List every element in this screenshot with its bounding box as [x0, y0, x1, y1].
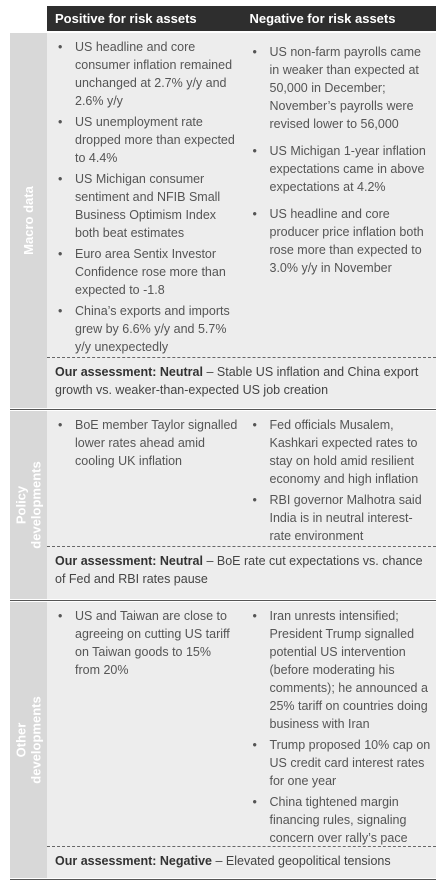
section-label: [14, 461, 44, 548]
list-item: [250, 142, 433, 196]
bullet-icon: •: [252, 493, 257, 507]
bullet-icon: •: [58, 247, 63, 261]
section-label: [14, 696, 44, 783]
item-text: US and Taiwan are close to agreeing on cutting US tariff on Taiwan goods to 15% from 20%: [75, 609, 230, 677]
item-text: Trump proposed 10% cap on US credit card interest rates for one year: [269, 738, 431, 788]
item-text: US headline and core producer price inflation both rose more than expected to 3.0% y/y in November: [269, 207, 424, 275]
item-text: Fed officials Musalem, Kashkari expected rates to stay on hold amid resilient economy and high inflation: [269, 418, 419, 486]
section-columns: [47, 602, 436, 850]
bullet-icon: •: [58, 609, 63, 623]
bullet-icon: •: [252, 207, 257, 221]
item-text: RBI governor Malhotra said India is in neutral interest-rate environment: [269, 493, 422, 543]
section-label-panel: [10, 33, 47, 408]
list-item: [55, 38, 238, 110]
positive-list: [55, 607, 238, 679]
section-columns: [47, 33, 436, 359]
item-text: China’s exports and imports grew by 6.6% y/y and 5.7% y/y unexpectedly: [75, 304, 230, 354]
list-item: [250, 736, 433, 790]
section-label-line: Policy: [13, 485, 29, 525]
section-label-line: developments: [28, 696, 44, 784]
bullet-icon: •: [252, 738, 257, 752]
assessment: [47, 546, 436, 599]
list-item: [250, 43, 433, 133]
item-text: BoE member Taylor signalled lower rates ahead amid cooling UK inflation: [75, 418, 238, 468]
item-text: Iran unrests intensified; President Trump signalled potential US intervention (before moderating his comments); he announced a 25% tariff on countries doing business with Iran: [269, 609, 428, 731]
bullet-icon: •: [58, 172, 63, 186]
item-text: US non-farm payrolls came in weaker than expected at 50,000 in December; November’s payrolls were revised lower to 56,000: [269, 45, 421, 131]
assessment-label: Our assessment: Neutral: [55, 554, 203, 568]
bullet-icon: •: [252, 45, 257, 59]
negative-list: [250, 43, 433, 277]
positive-list: [55, 38, 238, 356]
section-other-developments: [10, 602, 436, 878]
list-item: [250, 491, 433, 545]
bullet-icon: •: [252, 795, 257, 809]
list-item: [55, 302, 238, 356]
assessment-text: – BoE rate cut expectations vs. chance of Fed and RBI rates pause: [55, 554, 423, 586]
bullet-icon: •: [252, 144, 257, 158]
negative-column: [242, 411, 437, 548]
list-item: [55, 113, 238, 167]
table-header: [47, 6, 436, 31]
negative-list: [250, 607, 433, 847]
list-item: [250, 607, 433, 733]
list-item: [250, 793, 433, 847]
item-text: US Michigan 1-year inflation expectations came in above expectations at 4.2%: [269, 144, 426, 194]
section-content: [47, 411, 436, 599]
assessment-label: Our assessment: Negative: [55, 854, 213, 868]
list-item: [55, 170, 238, 242]
positive-column: [47, 602, 242, 850]
section-label-panel: [10, 411, 47, 599]
negative-list: [250, 416, 433, 545]
section-label: [21, 186, 36, 255]
section-label-line: developments: [28, 461, 44, 549]
list-item: [55, 245, 238, 299]
assessment-text: – Elevated geopolitical tensions: [212, 854, 391, 868]
list-item: [55, 607, 238, 679]
list-item: [55, 416, 238, 470]
bullet-icon: •: [252, 418, 257, 432]
list-item: [250, 205, 433, 277]
section-label-line: Other: [13, 722, 29, 758]
header-negative: Negative for risk assets: [249, 11, 396, 26]
item-text: US Michigan consumer sentiment and NFIB Small Business Optimism Index both beat estimates: [75, 172, 221, 240]
positive-list: [55, 416, 238, 470]
header-positive: Positive for risk assets: [55, 11, 197, 26]
list-item: [250, 416, 433, 488]
table-bottom-rule: [10, 879, 436, 880]
negative-column: [242, 33, 437, 359]
item-text: China tightened margin financing rules, signaling concern over rally’s pace: [269, 795, 408, 845]
assessment-label: Our assessment: Neutral: [55, 365, 203, 379]
section-divider: [10, 409, 436, 410]
bullet-icon: •: [58, 304, 63, 318]
positive-column: [47, 411, 242, 548]
section-label-line: Macro data: [21, 186, 37, 255]
bullet-icon: •: [58, 115, 63, 129]
section-content: [47, 602, 436, 878]
item-text: US headline and core consumer inflation remained unchanged at 2.7% y/y and 2.6% y/y: [75, 40, 233, 108]
assessment: [47, 846, 436, 878]
section-columns: [47, 411, 436, 548]
section-label-panel: [10, 602, 47, 878]
positive-column: [47, 33, 242, 359]
bullet-icon: •: [58, 418, 63, 432]
section-macro-data: [10, 33, 436, 408]
assessment-text: – Stable US inflation and China export growth vs. weaker-than-expected US job creation: [55, 365, 419, 397]
section-content: [47, 33, 436, 408]
section-divider: [10, 600, 436, 601]
bullet-icon: •: [252, 609, 257, 623]
item-text: US unemployment rate dropped more than expected to 4.4%: [75, 115, 235, 165]
assessment: [47, 357, 436, 408]
section-policy-developments: [10, 411, 436, 599]
negative-column: [242, 602, 437, 850]
item-text: Euro area Sentix Investor Confidence rose more than expected to -1.8: [75, 247, 226, 297]
bullet-icon: •: [58, 40, 63, 54]
